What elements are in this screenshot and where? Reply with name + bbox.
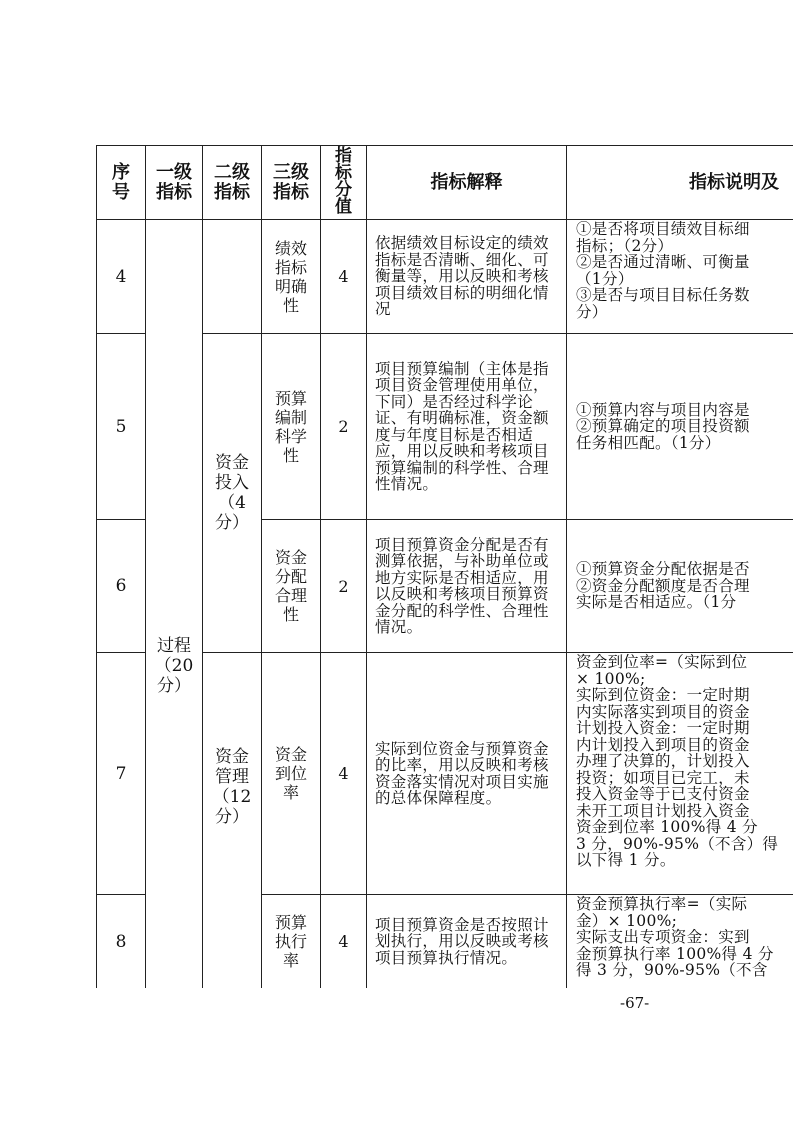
row-explanation: 依据绩效目标设定的绩效指标是否清晰、细化、可衡量等，用以反映和考核项目绩效目标的明细化情况	[367, 220, 567, 334]
level1-cell: 过程（20分）	[146, 220, 203, 989]
table-header-row	[97, 146, 793, 220]
row-score: 2	[321, 520, 367, 653]
row-level3: 绩效指标明确性	[262, 220, 321, 334]
row-details: 资金预算执行率=（实际 金）× 100%; 实际支出专项资金：实到 金预算执行率 100%得 4 分 得 3 分，90%-95%（不含	[567, 895, 793, 989]
row-explanation: 实际到位资金与预算资金的比率，用以反映和考核资金落实情况对项目实施的总体保障程度。	[367, 653, 567, 895]
row-level3: 预算编制科学性	[262, 334, 321, 520]
header-level3: 三级指标	[262, 146, 321, 220]
row-level3: 预算执行率	[262, 895, 321, 989]
row-explanation: 项目预算资金是否按照计划执行，用以反映或考核项目预算执行情况。	[367, 895, 567, 989]
level2-cell-empty	[203, 220, 262, 334]
table-row	[97, 220, 793, 334]
row-score: 4	[321, 653, 367, 895]
header-seq: 序号	[97, 146, 146, 220]
row-explanation: 项目预算资金分配是否有测算依据，与补助单位或地方实际是否相适应，用以反映和考核项目预算资金分配的科学性、合理性情况。	[367, 520, 567, 653]
header-explanation: 指标解释	[367, 146, 567, 220]
header-level1: 一级指标	[146, 146, 203, 220]
row-score: 4	[321, 895, 367, 989]
row-seq: 5	[97, 334, 146, 520]
row-level3: 资金分配合理性	[262, 520, 321, 653]
header-details: 指标说明及	[567, 146, 793, 220]
header-level2: 二级指标	[203, 146, 262, 220]
row-score: 4	[321, 220, 367, 334]
row-details: 资金到位率=（实际到位 × 100%; 实际到位资金：一定时期 内实际落实到项目的资金 计划投入资金：一定时期 内计划投入到项目的资金 办理了决算的，计划投入 投资；如项目已完工，未 投入资金等于已支付资金 未开工项目计划投入资金 资金到位率 100%得 4 分 3 分，90%-95%（不含）得 以下得 1 分。	[567, 653, 793, 895]
header-score: 指标分值	[321, 146, 367, 220]
row-seq: 4	[97, 220, 146, 334]
row-details: ①预算资金分配依据是否 ②资金分配额度是否合理 实际是否相适应。（1分	[567, 520, 793, 653]
row-level3: 资金到位率	[262, 653, 321, 895]
row-seq: 7	[97, 653, 146, 895]
level2-cell: 资金投入（4分）	[203, 334, 262, 653]
indicator-table	[96, 145, 793, 988]
row-seq: 6	[97, 520, 146, 653]
level2-cell: 资金管理（12分）	[203, 653, 262, 989]
row-details: ①预算内容与项目内容是 ②预算确定的项目投资额 任务相匹配。（1分）	[567, 334, 793, 520]
indicator-table-sheet	[96, 145, 793, 988]
row-explanation: 项目预算编制（主体是指项目资金管理使用单位，下同）是否经过科学论证、有明确标准，资金额度与年度目标是否相适应，用以反映和考核项目预算编制的科学性、合理性情况。	[367, 334, 567, 520]
page-number: -67-	[620, 994, 650, 1012]
row-score: 2	[321, 334, 367, 520]
row-details: ①是否将项目绩效目标细 指标；（2分） ②是否通过清晰、可衡量 （1分） ③是否与项目目标任务数 分）	[567, 220, 793, 334]
row-seq: 8	[97, 895, 146, 989]
